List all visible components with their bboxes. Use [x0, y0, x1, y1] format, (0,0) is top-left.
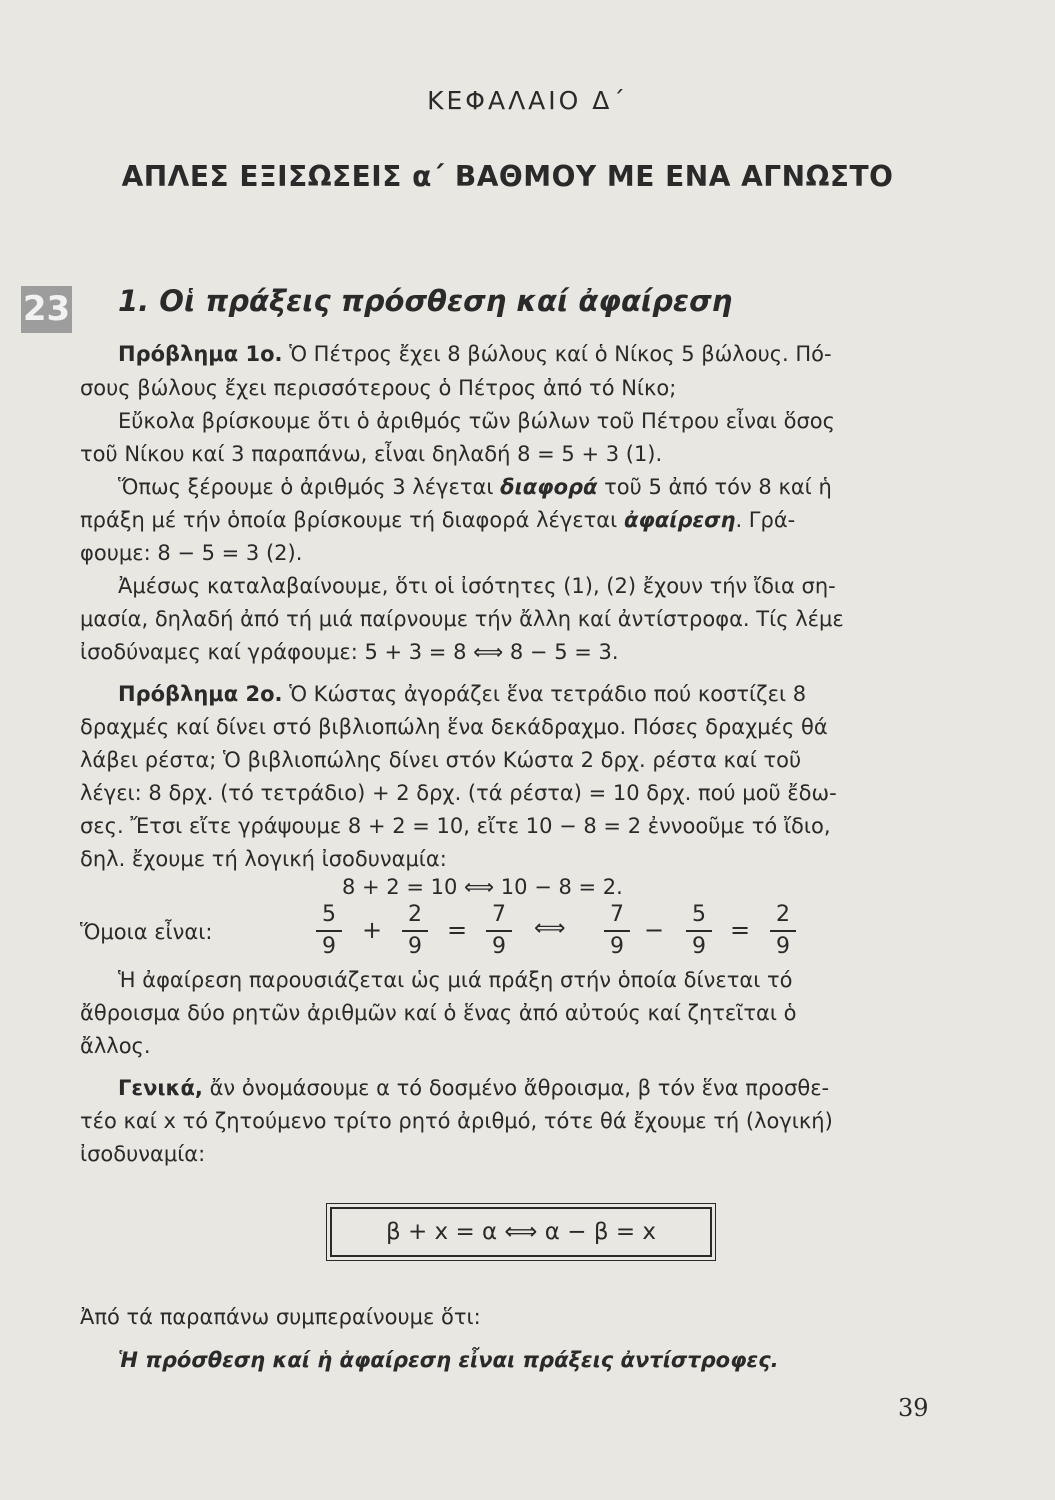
- equals-sign: =: [447, 916, 468, 944]
- problem1-label: Πρόβλημα 1ο.: [118, 342, 283, 366]
- problem2-line5: σες. Ἔτσι εἴτε γράψουμε 8 + 2 = 10, εἴτε 10 − 8 = 2 ἐννοοῦμε τό ἴδιο,: [80, 814, 831, 838]
- plus-sign: +: [362, 916, 383, 944]
- problem1-line4: τοῦ Νίκου καί 3 παραπάνω, εἶναι δηλαδή 8 = 5 + 3 (1).: [80, 442, 663, 466]
- problem1-line8: Ἀμέσως καταλαβαίνουμε, ὅτι οἱ ἰσότητες (1), (2) ἔχουν τήν ἴδια ση-: [118, 574, 836, 598]
- problem2-line2: δραχμές καί δίνει στό βιβλιοπώλη ἕνα δεκάδραχμο. Πόσες δραχμές θά: [80, 715, 828, 739]
- general-line3: ἰσοδυναμία:: [80, 1142, 206, 1166]
- problem2-line6: δηλ. ἔχουμε τή λογική ἰσοδυναμία:: [80, 847, 447, 871]
- chapter-title: ΑΠΛΕΣ ΕΞΙΣΩΣΕΙΣ α΄ ΒΑΘΜΟΥ ΜΕ ΕΝΑ ΑΓΝΩΣΤΟ: [121, 160, 894, 193]
- problem2-line10: ἄλλος.: [80, 1034, 151, 1058]
- problem1-line10: ἰσοδύναμες καί γράφουμε: 5 + 3 = 8 ⟺ 8 − 5 = 3.: [80, 640, 619, 664]
- problem2-line4: λέγει: 8 δρχ. (τό τετράδιο) + 2 δρχ. (τά ρέστα) = 10 δρχ. πού μοῦ ἔδω-: [80, 781, 837, 805]
- problem1-line2: σους βώλους ἔχει περισσότερους ὁ Πέτρος ἀπό τό Νίκο;: [80, 376, 677, 400]
- general-line1: Γενικά, ἄν ὀνομάσουμε α τό δοσμένο ἄθροισμα, β τόν ἕνα προσθε-: [118, 1076, 830, 1100]
- fraction-7-9-right: 7 9: [604, 902, 630, 960]
- problem1-line3: Εὔκολα βρίσκουμε ὅτι ὁ ἀριθμός τῶν βώλων τοῦ Πέτρου εἶναι ὅσος: [118, 409, 835, 433]
- fraction-5-9-right: 5 9: [686, 902, 712, 960]
- equals-sign-2: =: [730, 916, 751, 944]
- problem1-line7: φουμε: 8 − 5 = 3 (2).: [80, 541, 303, 565]
- conclusion-line1: Ἀπό τά παραπάνω συμπεραίνουμε ὅτι:: [80, 1305, 481, 1329]
- fraction-2-9: 2 9: [402, 902, 428, 960]
- equivalence-8-2-10: 8 + 2 = 10 ⟺ 10 − 8 = 2.: [342, 875, 623, 899]
- problem2-label: Πρόβλημα 2ο.: [118, 682, 283, 706]
- equivalence-arrow: ⟺: [534, 916, 566, 941]
- general-line2: τέο καί x τό ζητούμενο τρίτο ρητό ἀριθμό, τότε θά ἔχουμε τή (λογική): [80, 1109, 833, 1133]
- fraction-5-9: 5 9: [316, 902, 342, 960]
- problem1-line1: Πρόβλημα 1ο. Ὁ Πέτρος ἔχει 8 βώλους καί ὁ Νίκος 5 βώλους. Πό-: [118, 342, 832, 366]
- chapter-heading: ΚΕΦΑΛΑΙΟ Δ΄: [427, 86, 628, 115]
- page-number: 39: [898, 1394, 929, 1422]
- fraction-2-9-right: 2 9: [770, 902, 796, 960]
- section-heading: 1. Οἱ πράξεις πρόσθεση καί ἀφαίρεση: [118, 284, 733, 318]
- general-label: Γενικά,: [118, 1076, 203, 1100]
- problem1-line5: Ὅπως ξέρουμε ὁ ἀριθμός 3 λέγεται διαφορά τοῦ 5 ἀπό τόν 8 καί ἡ: [118, 475, 832, 499]
- problem1-line9: μασία, δηλαδή ἀπό τή μιά παίρνουμε τήν ἄλλη καί ἀντίστροφα. Τίς λέμε: [80, 607, 844, 631]
- fraction-7-9-left: 7 9: [486, 902, 512, 960]
- term-subtraction: ἀφαίρεση: [623, 508, 736, 532]
- boxed-equivalence-formula: β + x = α ⟺ α − β = x: [330, 1207, 712, 1257]
- similarly-label: Ὅμοια εἶναι:: [80, 920, 213, 944]
- term-difference: διαφορά: [500, 475, 598, 499]
- minus-sign: −: [644, 916, 665, 944]
- problem2-line1: Πρόβλημα 2ο. Ὁ Κώστας ἀγοράζει ἕνα τετράδιο πού κοστίζει 8: [118, 682, 807, 706]
- problem2-line9: ἄθροισμα δύο ρητῶν ἀριθμῶν καί ὁ ἕνας ἀπό αὐτούς καί ζητεῖται ὁ: [80, 1001, 797, 1025]
- problem2-line8: Ἡ ἀφαίρεση παρουσιάζεται ὡς μιά πράξη στήν ὁποία δίνεται τό: [118, 968, 793, 992]
- problem1-line6: πράξη μέ τήν ὁποία βρίσκουμε τή διαφορά λέγεται ἀφαίρεση. Γρά-: [80, 508, 796, 532]
- conclusion-statement: Ἡ πρόσθεση καί ἡ ἀφαίρεση εἶναι πράξεις ἀντίστροφες.: [118, 1348, 779, 1372]
- problem2-line3: λάβει ρέστα; Ὁ βιβλιοπώλης δίνει στόν Κώστα 2 δρχ. ρέστα καί τοῦ: [80, 748, 802, 772]
- paragraph-number-badge: 23: [21, 286, 72, 333]
